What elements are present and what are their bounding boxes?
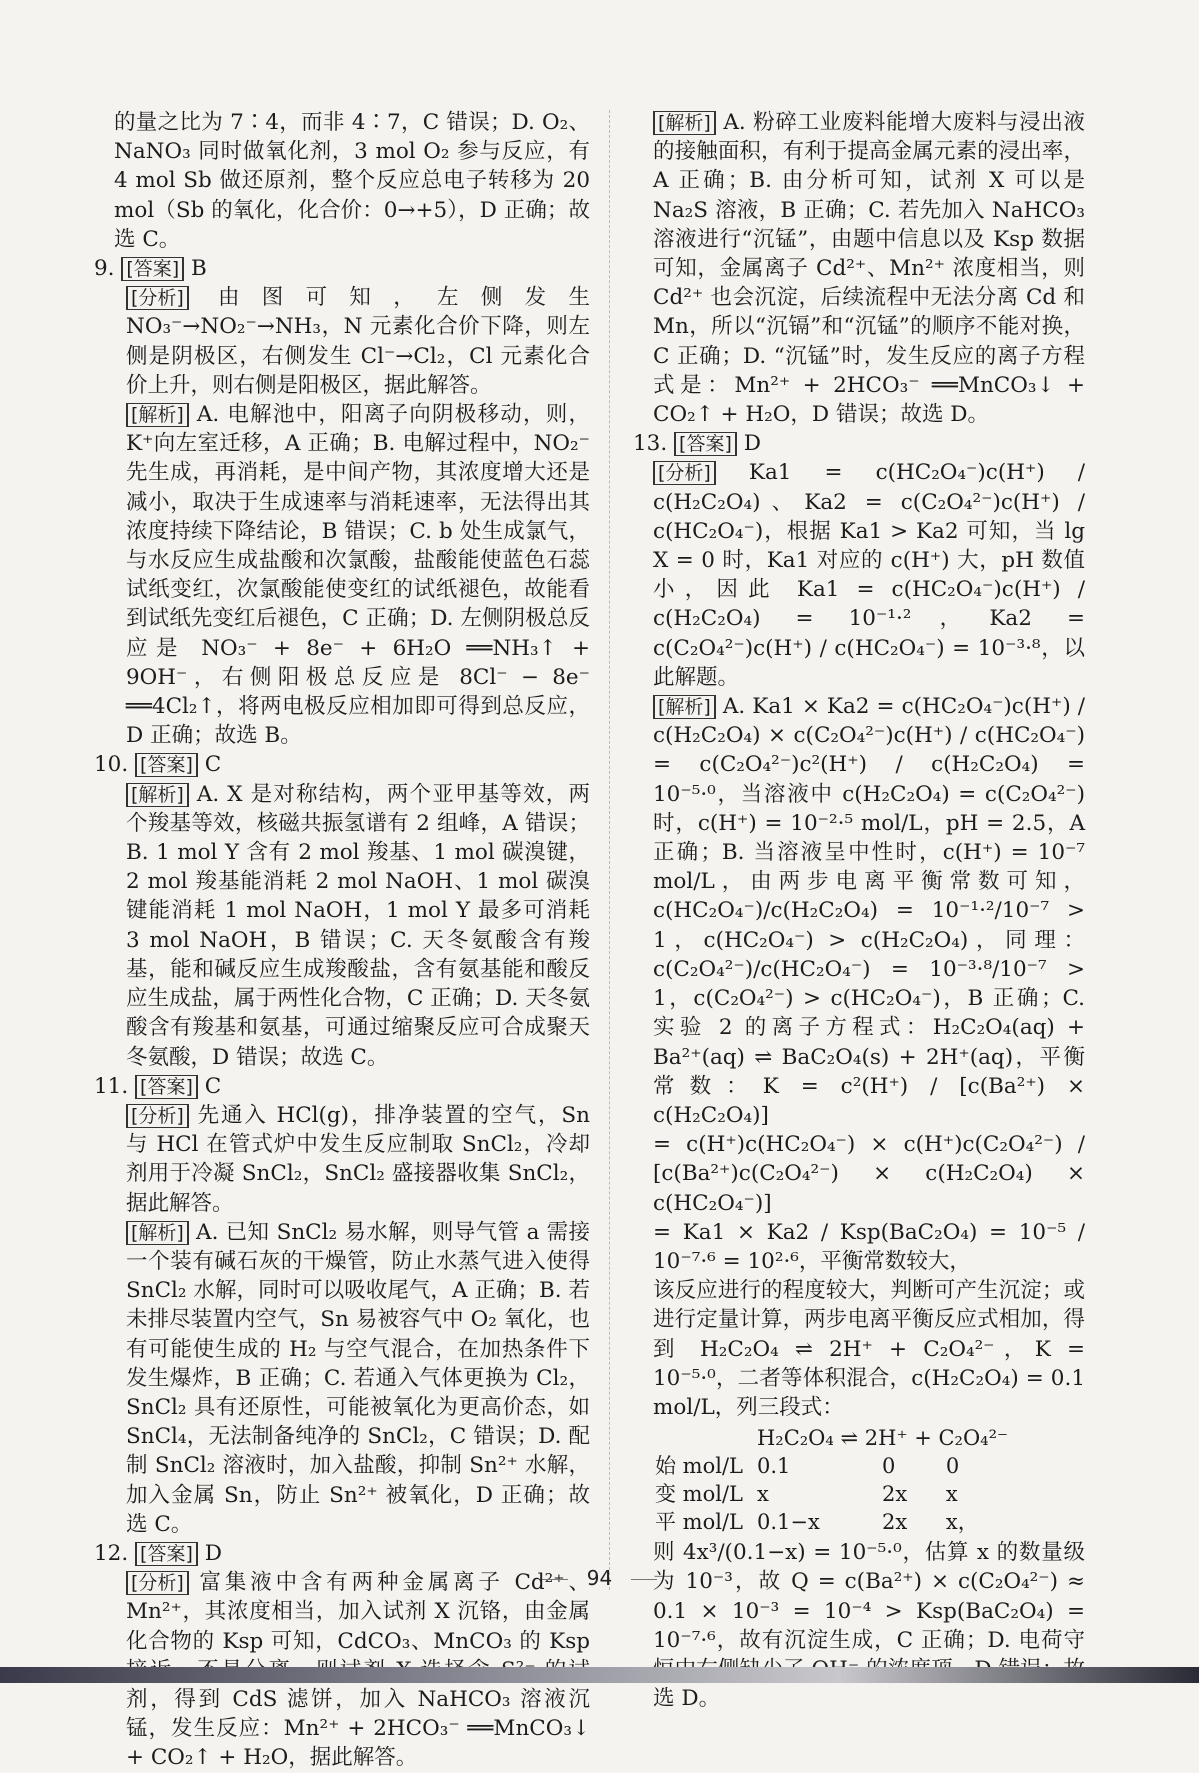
explanation-text: A. 电解池中，阳离子向阴极移动，则，K⁺向左室迁移，A 正确；B. 电解过程中，NO₂⁻ 先生成，再消耗，是中间产物，其浓度增大还是减小，取决于生成速率与消耗速率，无法得出其浓度持续下降结论，B 错误；C. b 处生成氯气，与水反应生成盐酸和次氯酸，盐酸能使蓝色石蕊试纸变红，次氯酸能使变红的试纸褪色，故能看到试纸先变红后褪色，C 正确；D. 左侧阴极总反应是 NO₃⁻ + 8e⁻ + 6H₂O ══NH₃↑ + 9OH⁻，右侧阳极总反应是 8Cl⁻ − 8e⁻ ══4Cl₂↑，将两电极反应相加即可得到总反应，D 正确；故选 B。 <box>126 402 590 749</box>
question-number: 12. <box>94 1540 129 1566</box>
explanation-text: A. 已知 SnCl₂ 易水解，则导气管 a 需接一个装有碱石灰的干燥管，防止水蒸气进入使得 SnCl₂ 水解，同时可以吸收尾气，A 正确；B. 若未排尽装置内空气，Sn 易被容气中 O₂ 氧化，也有可能使生成的 H₂ 与空气混合，在加热条件下发生爆炸，B 正确；C. 若通入气体更换为 Cl₂，SnCl₂ 具有还原性，可能被氧化为更高价态，如 SnCl₄，无法制备纯净的 SnCl₂，C 错误；D. 配制 SnCl₂ 溶液时，加入盐酸，抑制 Sn²⁺ 水解，加入金属 Sn，防止 Sn²⁺ 被氧化，D 正确；故选 C。 <box>126 1219 590 1537</box>
left-column <box>94 108 590 1773</box>
table-header: H₂C₂O₄ ⇌ 2H⁺ + C₂O₄²⁻ <box>756 1426 1009 1451</box>
answer-tag: [答案] <box>135 1075 198 1099</box>
column-divider <box>609 110 610 1590</box>
equilibrium-equation-line: = Ka1 × Ka2 / Ksp(BaC₂O₄) = 10⁻⁵ / 10⁻⁷·⁶ = 10²·⁶，平衡常数较大， <box>653 1219 1085 1274</box>
question-11-answer <box>94 1072 590 1101</box>
analysis-text: 由图可知，左侧发生 NO₃⁻→NO₂⁻→NH₃，N 元素化合价下降，则左侧是阴极区，右侧发生 Cl⁻→Cl₂，Cl 元素化合价上升，则右侧是阳极区，据此解答。 <box>126 285 590 398</box>
analysis-text: Ka1 = c(HC₂O₄⁻)c(H⁺) / c(H₂C₂O₄)、Ka2 = c(C₂O₄²⁻)c(H⁺) / c(HC₂O₄⁻)，根据 Ka1 > Ka2 可知，当 lg X = 0 时，Ka1 对应的 c(H⁺) 大，pH 数值小，因此 Ka1 = c(HC₂O₄⁻)c(H⁺) / c(H₂C₂O₄) = 10⁻¹·²，Ka2 = c(C₂O₄²⁻)c(H⁺) / c(HC₂O₄⁻) = 10⁻³·⁸，以此解题。 <box>653 460 1085 690</box>
table-row: 变 mol/L x 2x x <box>655 1482 958 1507</box>
analysis-tag: [分析] <box>653 461 716 485</box>
question-10-answer <box>94 750 590 779</box>
analysis-tag: [分析] <box>126 286 189 310</box>
table-header-row <box>655 1424 1022 1452</box>
explanation-tag: [解析] <box>653 111 716 135</box>
explanation-text: A. X 是对称结构，两个亚甲基等效，两个羧基等效，核磁共振氢谱有 2 组峰，A 错误；B. 1 mol Y 含有 2 mol 羧基、1 mol 碳溴键，2 mol 羧基能消耗 2 mol NaOH、1 mol 碳溴键能消耗 1 mol NaOH，1 mol Y 最多可消耗 3 mol NaOH，B 错误；C. 天冬氨酸含有羧基，能和碱反应生成羧酸盐，含有氨基能和酸反应生成盐，属于两性化合物，C 正确；D. 天冬氨酸含有羧基和氨基，可通过缩聚反应可合成聚天冬氨酸，D 错误；故选 C。 <box>126 781 590 1070</box>
analysis-text: 先通入 HCl(g)，排净装置的空气，Sn 与 HCl 在管式炉中发生反应制取 SnCl₂，冷却剂用于冷凝 SnCl₂，SnCl₂ 盛接器收集 SnCl₂，据此解答。 <box>126 1102 590 1216</box>
explanation-conclusion: 则 4x³/(0.1−x) = 10⁻⁵·⁰，估算 x 的数量级为 10⁻³，故 Q = c(Ba²⁺) × c(C₂O₄²⁻) ≈ 0.1 × 10⁻³ = 10⁻⁴ > Ksp(BaC₂O₄) = 10⁻⁷·⁶，故有沉淀生成，C 正确；D. 电荷守 选 D。 <box>653 1540 1085 1712</box>
three-stage-table <box>655 1424 1022 1536</box>
question-12-explanation <box>653 108 1085 429</box>
question-number: 11. <box>94 1073 129 1099</box>
explanation-tag: [解析] <box>126 1221 189 1245</box>
question-number: 10. <box>94 752 129 778</box>
table-row: 始 mol/L 0.1 0 0 <box>655 1454 960 1479</box>
explanation-tag: [解析] <box>653 695 716 719</box>
answer-tag: [答案] <box>674 432 737 456</box>
answer-value: D <box>204 1540 222 1566</box>
right-column <box>633 108 1085 1713</box>
answer-value: C <box>204 1073 222 1099</box>
answer-value: B <box>191 256 207 282</box>
footer-dash-right <box>631 1579 657 1580</box>
question-9-analysis <box>114 283 590 400</box>
page-footer <box>0 1566 1199 1590</box>
question-13-explanation <box>653 692 1085 1130</box>
analysis-tag: [分析] <box>126 1571 189 1595</box>
question-13-answer <box>633 429 1085 458</box>
explanation-tag: [解析] <box>126 783 189 807</box>
question-12-answer <box>94 1539 590 1568</box>
answer-value: D <box>743 431 761 457</box>
answer-tag: [答案] <box>121 257 184 281</box>
question-11-analysis <box>114 1101 590 1218</box>
equilibrium-equation-line: = c(H⁺)c(HC₂O₄⁻) × c(H⁺)c(C₂O₄²⁻) / [c(Ba²⁺)c(C₂O₄²⁻) × c(H₂C₂O₄) × c(HC₂O₄⁻)] <box>653 1132 1085 1216</box>
explanation-text: A. Ka1 × Ka2 = c(HC₂O₄⁻)c(H⁺) / c(H₂C₂O₄) × c(C₂O₄²⁻)c(H⁺) / c(HC₂O₄⁻) = c(C₂O₄²⁻)c²(H⁺) / c(H₂C₂O₄) = 10⁻⁵·⁰，当溶液中 c(H₂C₂O₄) = c(C₂O₄²⁻) 时，c(H⁺) = 10⁻²·⁵ mol/L，pH = 2.5，A 正确；B. 当溶液呈中性时，c(H⁺) = 10⁻⁷ mol/L，由两步电离平衡常数可知，c(HC₂O₄⁻)/c(H₂C₂O₄) = 10⁻¹·²/10⁻⁷ > 1，c(HC₂O₄⁻) > c(H₂C₂O₄)，同理：c(C₂O₄²⁻)/c(HC₂O₄⁻) = 10⁻³·⁸/10⁻⁷ > 1，c(C₂O₄²⁻) > c(HC₂O₄⁻)，B 正确；C. 实验 2 的离子方程式：H₂C₂O₄(aq) + Ba²⁺(aq) ⇌ BaC₂O₄(s) + 2H⁺(aq)，平衡常数：K = c²(H⁺) / [c(Ba²⁺) × c(H₂C₂O₄)] <box>653 694 1085 1128</box>
explanation-tag: [解析] <box>126 403 189 427</box>
question-number: 9. <box>94 256 115 282</box>
question-11-explanation <box>114 1218 590 1539</box>
answer-tag: [答案] <box>135 753 198 777</box>
answer-tag: [答案] <box>135 1542 198 1566</box>
analysis-text: 富集液中含有两种金属离子 Cd²⁺、Mn²⁺，其浓度相当，加入试剂 X 沉铬，由金属化合物的 Ksp 可知，CdCO₃、MnCO₃ 的 Ksp 剂，得到 CdS 滤饼，加入 NaHCO₃ 溶液沉锰，发生反应：Mn²⁺ + 2HCO₃⁻ ══MnCO₃↓ + CO₂↑ + H₂O，据此解答。 <box>126 1570 590 1771</box>
page-number: 94 <box>586 1566 613 1590</box>
question-13-analysis <box>653 458 1085 692</box>
footer-dash-left <box>542 1579 568 1580</box>
question-10-explanation <box>114 780 590 1072</box>
scan-edge-strip <box>0 1667 1199 1683</box>
explanation-continuation: 该反应进行的程度较大，判断可产生沉淀；或进行定量计算，两步电离平衡反应式相加，得到 H₂C₂O₄ ⇌ 2H⁺ + C₂O₄²⁻，K = 10⁻⁵·⁰，二者等体积混合，c(H₂C₂O₄) = 0.1 mol/L，列三段式： <box>653 1278 1085 1420</box>
paragraph-carryover: 的量之比为 7∶4，而非 4∶7，C 错误；D. O₂、NaNO₃ 同时做氧化剂，3 mol O₂ 参与反应，有 4 mol Sb 做还原剂，整个反应总电子转移为 20 mol（Sb 的氧化，化合价：0→+5），D 正确；故选 C。 <box>114 110 590 252</box>
table-row: 平 mol/L 0.1−x 2x x， <box>655 1510 979 1535</box>
analysis-tag: [分析] <box>126 1104 189 1128</box>
answer-value: C <box>204 752 222 778</box>
question-9-explanation <box>114 400 590 750</box>
question-number: 13. <box>633 431 668 457</box>
question-9-answer <box>94 254 590 283</box>
explanation-text: A. 粉碎工业废料能增大废料与浸出液的接触面积，有利于提高金属元素的浸出率，A 正确；B. 由分析可知，试剂 X 可以是 Na₂S 溶液，B 正确；C. 若先加入 NaHCO₃ 溶液进行“沉锰”，由题中信息以及 Ksp 数据可知，金属离子 Cd²⁺、Mn²⁺ 浓度相当，则 Cd²⁺ 也会沉淀，后续流程中无法分离 Cd 和 Mn，所以“沉镉”和“沉锰”的顺序不能对换，C 正确；D. “沉锰”时，发生反应的离子方程式是：Mn²⁺ + 2HCO₃⁻ ══MnCO₃↓ + CO₂↑ + H₂O，D 错误；故选 D。 <box>653 110 1085 428</box>
